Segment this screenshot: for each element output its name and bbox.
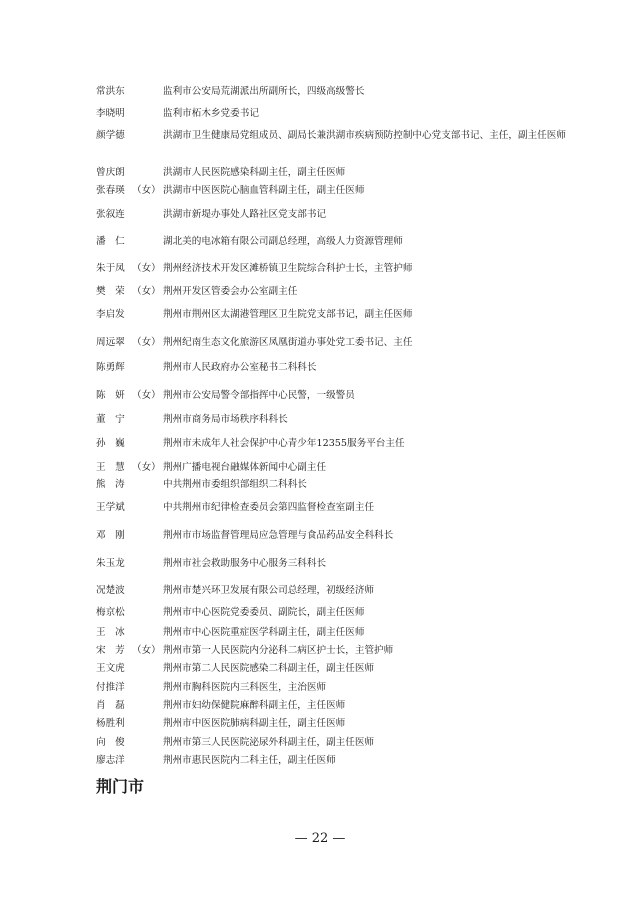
gender-note: （女） [132, 263, 161, 274]
gender-note: （女） [132, 645, 161, 656]
person-title: 荆州广播电视台融媒体新闻中心副主任 [163, 462, 327, 473]
list-item [96, 716, 586, 732]
list-item [96, 234, 586, 250]
person-name: 孙 巍 [96, 438, 125, 449]
list-item [96, 412, 586, 428]
person-title: 荆州市楚兴环卫发展有限公司总经理，初级经济师 [163, 585, 375, 596]
person-name: 王 冰 [96, 627, 125, 638]
person-title: 中共荆州市纪律检查委员会第四监督检查室副主任 [163, 502, 375, 513]
person-title: 荆州市第三人民医院泌尿外科副主任，副主任医师 [163, 737, 375, 748]
list-item [96, 106, 586, 122]
list-item [96, 284, 586, 300]
person-title: 监利市公安局荒湖派出所副所长，四级高级警长 [163, 86, 365, 97]
gender-note: （女） [132, 286, 161, 297]
person-title: 荆州纪南生态文化旅游区凤凰街道办事处党工委书记、主任 [163, 337, 413, 348]
list-item [96, 183, 586, 199]
person-title: 荆州开发区管委会办公室副主任 [163, 286, 298, 297]
page-number: — 22 — [294, 831, 346, 846]
person-name: 常洪东 [96, 86, 125, 97]
section-heading: 荆门市 [96, 777, 145, 796]
list-item [96, 388, 586, 404]
person-title: 荆州市第二人民医院感染二科副主任，副主任医师 [163, 663, 375, 674]
person-title: 荆州市社会救助服务中心服务三科科长 [163, 558, 327, 569]
person-name: 李晓明 [96, 108, 125, 119]
person-title: 荆州经济技术开发区滩桥镇卫生院综合科护士长，主管护师 [163, 263, 413, 274]
list-item [96, 165, 586, 181]
person-title: 荆州市荆州区太湖港管理区卫生院党支部书记，副主任医师 [163, 309, 413, 320]
list-item [96, 605, 586, 621]
person-title: 荆州市胸科医院内三科医生，主治医师 [163, 682, 327, 693]
person-title: 荆州市中心医院重症医学科副主任，副主任医师 [163, 627, 365, 638]
person-name: 朱于凤 [96, 263, 125, 274]
list-item [96, 583, 586, 599]
list-item [96, 680, 586, 696]
list-item [96, 128, 586, 144]
person-name: 曾庆朗 [96, 167, 125, 178]
person-title: 中共荆州市委组织部组织二科科长 [163, 479, 307, 490]
list-item [96, 84, 586, 100]
person-title: 荆州市中心医院党委委员、副院长，副主任医师 [163, 607, 365, 618]
person-name: 杨胜利 [96, 718, 125, 729]
person-name: 宋 芳 [96, 645, 125, 656]
person-title: 荆州市中医医院肺病科副主任，副主任医师 [163, 718, 346, 729]
person-name: 王学斌 [96, 502, 125, 513]
person-name: 邓 刚 [96, 530, 125, 541]
person-title: 荆州市市场监督管理局应急管理与食品药品安全科科长 [163, 530, 394, 541]
person-name: 朱玉龙 [96, 558, 125, 569]
list-item [96, 643, 586, 659]
person-name: 潘 仁 [96, 236, 125, 247]
person-name: 张春瑛 [96, 185, 125, 196]
person-title: 荆州市妇幼保健院麻醉科副主任，主任医师 [163, 700, 346, 711]
person-name: 陈勇辉 [96, 362, 125, 373]
person-title: 荆州市第一人民医院内分泌科二病区护士长，主管护师 [163, 645, 394, 656]
person-title: 荆州市惠民医院内二科主任，副主任医师 [163, 755, 336, 766]
list-item [96, 335, 586, 351]
person-name: 向 俊 [96, 737, 125, 748]
person-title: 荆州市人民政府办公室秘书二科科长 [163, 362, 317, 373]
person-title: 荆州市未成年人社会保护中心青少年12355服务平台主任 [163, 438, 405, 449]
person-name: 董 宁 [96, 414, 125, 425]
list-item [96, 698, 586, 714]
person-name: 周远翠 [96, 337, 125, 348]
person-title: 洪湖市新堤办事处人路社区党支部书记 [163, 209, 327, 220]
gender-note: （女） [132, 337, 161, 348]
person-name: 王文虎 [96, 663, 125, 674]
gender-note: （女） [132, 462, 161, 473]
list-item [96, 625, 586, 641]
list-item [96, 500, 586, 516]
person-title: 洪湖市中医医院心脑血管科副主任，副主任医师 [163, 185, 365, 196]
person-name: 付推洋 [96, 682, 125, 693]
person-title: 湖北美的电冰箱有限公司副总经理，高级人力资源管理师 [163, 236, 403, 247]
gender-note: （女） [132, 185, 161, 196]
person-name: 况楚波 [96, 585, 125, 596]
person-title: 洪湖市卫生健康局党组成员、副局长兼洪湖市疾病预防控制中心党支部书记、主任，副主任医师 [163, 130, 566, 141]
person-name: 陈 妍 [96, 390, 125, 401]
list-item [96, 436, 586, 452]
list-item [96, 307, 586, 323]
person-title: 荆州市商务局市场秩序科科长 [163, 414, 288, 425]
person-title: 监利市柘木乡党委书记 [163, 108, 259, 119]
person-title: 荆州市公安局警令部指挥中心民警，一级警员 [163, 390, 355, 401]
list-item [96, 360, 586, 376]
list-item [96, 735, 586, 751]
list-item [96, 207, 586, 223]
list-item [96, 528, 586, 544]
person-name: 梅京松 [96, 607, 125, 618]
list-item [96, 477, 586, 493]
list-item [96, 460, 586, 476]
person-name: 樊 荣 [96, 286, 125, 297]
person-name: 肖 磊 [96, 700, 125, 711]
list-item [96, 556, 586, 572]
person-name: 廖志洋 [96, 755, 125, 766]
list-item [96, 261, 586, 277]
list-item [96, 753, 586, 769]
person-title: 洪湖市人民医院感染科副主任，副主任医师 [163, 167, 346, 178]
person-name: 王 慧 [96, 462, 125, 473]
person-name: 张叙连 [96, 209, 125, 220]
person-name: 熊 涛 [96, 479, 125, 490]
person-name: 颜学德 [96, 130, 125, 141]
list-item [96, 661, 586, 677]
person-name: 李启发 [96, 309, 125, 320]
gender-note: （女） [132, 390, 161, 401]
